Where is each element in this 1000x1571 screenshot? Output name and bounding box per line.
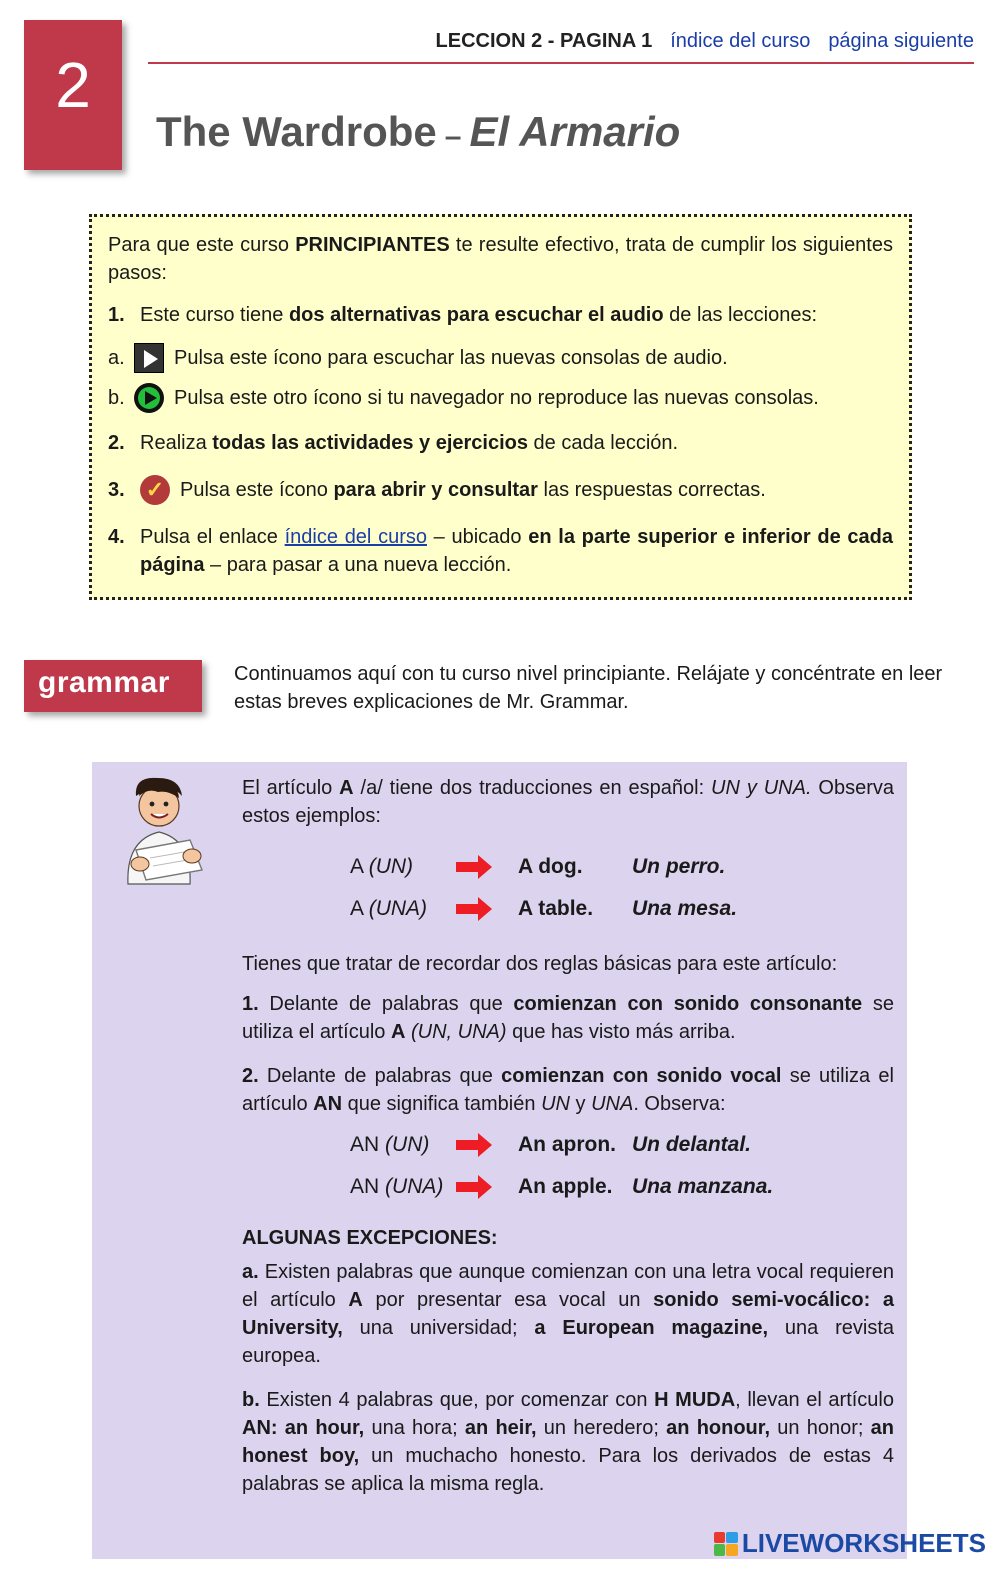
liveworksheets-logo (714, 1528, 986, 1559)
course-index-link[interactable]: índice del curso (670, 30, 811, 52)
play-alt-audio-icon[interactable] (134, 383, 164, 413)
lesson-number: 2 (55, 49, 91, 121)
right-arrow-icon (454, 1173, 518, 1201)
article-a-intro: El artículo A /a/ tiene dos traducciones en español: UN y UNA. Observa estos ejemplos: (242, 777, 894, 827)
rules-intro: Tienes que tratar de recordar dos reglas básicas para este artículo: (242, 953, 838, 975)
page-title (156, 108, 680, 156)
title-dash: – (444, 120, 462, 153)
course-index-inline-link[interactable]: índice del curso (284, 526, 427, 548)
examples-a-table (350, 846, 894, 930)
rule-2: 2. Delante de palabras que comienzan con sonido vocal se utiliza el artículo AN que significa también UN y UNA. Observa: (242, 1065, 894, 1115)
header-divider (148, 62, 974, 64)
exception-b: b. Existen 4 palabras que, por comenzar con H MUDA, llevan el artículo AN: an hour, una hora; an heir, un heredero; an honour, un honor; an honest boy, un muchacho honesto. Para los derivados de estas 4 palabras se aplica la misma regla. (242, 1389, 894, 1495)
grammar-explanation-box (92, 762, 907, 1559)
breadcrumb: LECCION 2 - PAGINA 1 (435, 30, 653, 52)
title-english: The Wardrobe (156, 108, 437, 155)
exceptions-title: ALGUNAS EXCEPCIONES: (242, 1227, 498, 1249)
step-1: 1. Este curso tiene dos alternativas para escuchar el audio de las lecciones: (108, 304, 817, 326)
example-row: AN (UN) An apron. Un delantal. (350, 1124, 894, 1166)
lesson-number-badge (24, 20, 122, 170)
grammar-intro: Continuamos aquí con tu curso nivel principiante. Relájate y concéntrate en leer estas breves explicaciones de Mr. Grammar. (234, 663, 943, 713)
logo-text: LIVEWORKSHEETS (741, 1528, 986, 1558)
right-arrow-icon (454, 853, 518, 881)
example-row: A (UNA) A table. Una mesa. (350, 888, 894, 930)
step-1b: b. Pulsa este otro ícono si tu navegador no reproduce las nuevas consolas. (108, 383, 893, 413)
example-row: AN (UNA) An apple. Una manzana. (350, 1166, 894, 1208)
mascot-illustration (106, 774, 212, 890)
rule-1: 1. Delante de palabras que comienzan con sonido consonante se utiliza el artículo A (UN, UNA) que has visto más arriba. (242, 993, 894, 1043)
grammar-content (242, 774, 894, 1498)
step-2: 2. Realiza todas las actividades y ejercicios de cada lección. (108, 432, 679, 454)
instructions-box (89, 214, 912, 600)
play-audio-icon[interactable] (134, 343, 164, 373)
next-page-link[interactable]: página siguiente (828, 30, 974, 52)
check-answers-icon[interactable]: ✓ (140, 475, 170, 505)
step-1a: a. Pulsa este ícono para escuchar las nuevas consolas de audio. (108, 343, 893, 373)
liveworksheets-logo-icon (714, 1532, 738, 1556)
top-navigation (436, 30, 974, 53)
step-3: 3. ✓ Pulsa este ícono para abrir y consultar las respuestas correctas. (108, 475, 893, 505)
right-arrow-icon (454, 1131, 518, 1159)
title-spanish: El Armario (469, 108, 681, 155)
right-arrow-icon (454, 895, 518, 923)
step-4: 4. Pulsa el enlace índice del curso – ubicado en la parte superior e inferior de cada página – para pasar a una nueva lección. (108, 526, 893, 576)
exception-a: a. Existen palabras que aunque comienzan con una letra vocal requieren el artículo A por presentar esa vocal un sonido semi-vocálico: a University, una universidad; a European magazine, una revista europea. (242, 1261, 895, 1367)
examples-an-table (350, 1124, 894, 1208)
instructions-intro: Para que este curso PRINCIPIANTES te resulte efectivo, trata de cumplir los siguientes pasos: (108, 234, 893, 284)
example-row: A (UN) A dog. Un perro. (350, 846, 894, 888)
grammar-tag: grammar (24, 660, 202, 712)
